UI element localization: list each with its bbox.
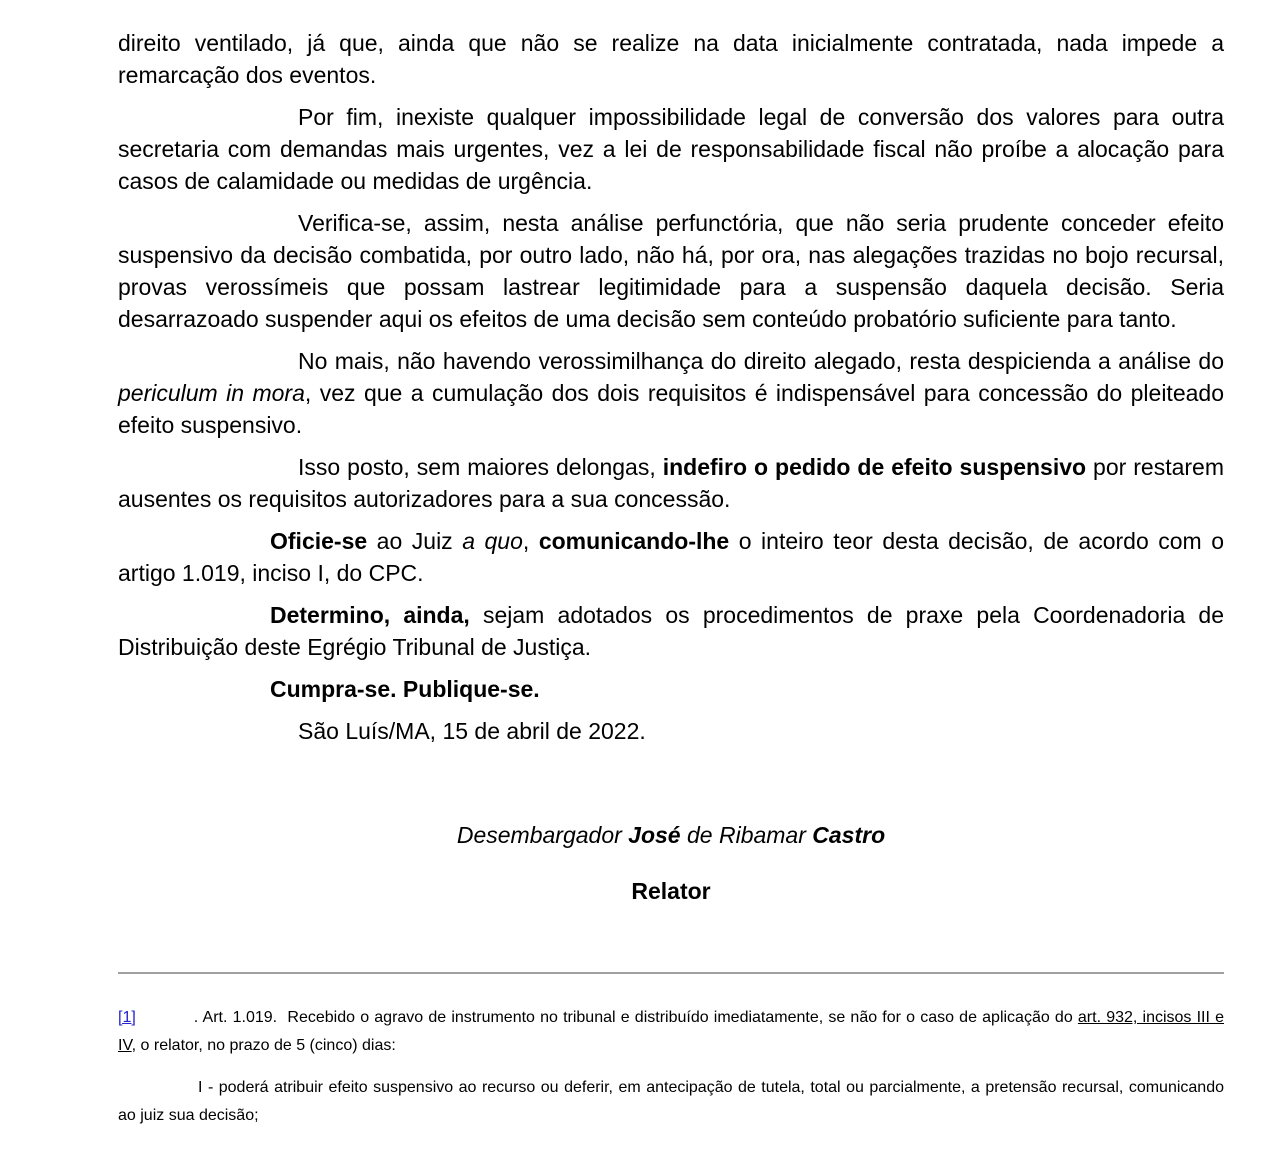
- text-run: , vez que a cumulação dos dois requisitos é indispensável para concessão do pleiteado efeito suspensivo.: [118, 380, 1224, 438]
- paragraph: [118, 101, 1224, 197]
- text-run-bold: Determino, ainda,: [270, 602, 470, 628]
- paragraph: [118, 525, 1224, 589]
- footnote-1-inciso: [118, 1074, 1224, 1130]
- signature-line: [118, 819, 1224, 851]
- paragraph: [118, 345, 1224, 441]
- date-line: [118, 715, 1224, 747]
- text-run-bold: comunicando-lhe: [538, 528, 730, 554]
- text-run-italic: a quo: [462, 528, 523, 554]
- paragraph: [118, 207, 1224, 335]
- text-run-bold: indefiro o pedido de efeito suspensivo: [662, 454, 1087, 480]
- text-run: Por fim, inexiste qualquer impossibilidade legal de conversão dos valores para outra secretaria com demandas mais urgentes, vez a lei de responsabilidade fiscal não proíbe a alocação para casos de calamidade ou medidas de urgência.: [118, 104, 1224, 194]
- footnote-1: [118, 1004, 1224, 1060]
- paragraph: [118, 673, 1224, 705]
- footnote-ref-link[interactable]: [1]: [118, 1009, 136, 1026]
- text-run: direito ventilado, já que, ainda que não se realize na data inicialmente contratada, nada impede a remarcação dos eventos.: [118, 30, 1224, 88]
- text-run-bold-italic: Castro: [812, 822, 886, 848]
- text-run: São Luís/MA, 15 de abril de 2022.: [298, 718, 646, 744]
- text-run-italic: periculum in mora: [118, 380, 305, 406]
- text-run-bold: Cumpra-se. Publique-se.: [270, 676, 540, 702]
- text-run-italic: de Ribamar: [680, 822, 813, 848]
- text-run: Isso posto, sem maiores delongas,: [298, 454, 663, 480]
- text-run: No mais, não havendo verossimilhança do direito alegado, resta despicienda a análise do: [298, 348, 1224, 374]
- text-run: Verifica-se, assim, nesta análise perfunctória, que não seria prudente conceder efeito suspensivo da decisão combatida, por outro lado, não há, por ora, nas alegações trazidas no bojo recursal, provas verossímeis que possam lastrear legitimidade para a suspensão daquela decisão. Seria desarrazoado suspender aqui os efeitos de uma decisão sem conteúdo probatório suficiente para tanto.: [118, 210, 1224, 332]
- text-run: , o relator, no prazo de 5 (cinco) dias:: [131, 1037, 396, 1054]
- text-run-bold: Relator: [631, 878, 711, 904]
- footnote-separator: [118, 972, 1224, 974]
- text-run: por restarem ausentes os requisitos autorizadores para a sua concessão.: [118, 454, 1225, 512]
- document-content: [118, 0, 1224, 1130]
- text-run: . Art. 1.019. Recebido o agravo de instrumento no tribunal e distribuído imediatamente, se não for o caso de aplicação do: [193, 1009, 1078, 1026]
- text-run-italic: Desembargador: [456, 822, 629, 848]
- text-run-bold: Oficie-se: [270, 528, 368, 554]
- signature-role: [118, 875, 1224, 907]
- text-run: ao Juiz: [367, 528, 463, 554]
- text-run: ,: [522, 528, 539, 554]
- text-run: o inteiro teor desta decisão, de acordo com o artigo 1.019, inciso I, do CPC.: [118, 528, 1225, 586]
- text-run: I - poderá atribuir efeito suspensivo ao recurso ou deferir, em antecipação de tutela, total ou parcialmente, a pretensão recursal, comunicando ao juiz sua decisão;: [118, 1079, 1224, 1124]
- text-run: sejam adotados os procedimentos de praxe pela Coordenadoria de Distribuição deste Egrégio Tribunal de Justiça.: [118, 602, 1225, 660]
- paragraph: [118, 599, 1224, 663]
- paragraph-continuation: [118, 27, 1224, 91]
- text-run-bold-italic: José: [628, 822, 681, 848]
- art-932-link[interactable]: art. 932, incisos III e IV: [118, 1009, 1224, 1054]
- paragraph: [118, 451, 1224, 515]
